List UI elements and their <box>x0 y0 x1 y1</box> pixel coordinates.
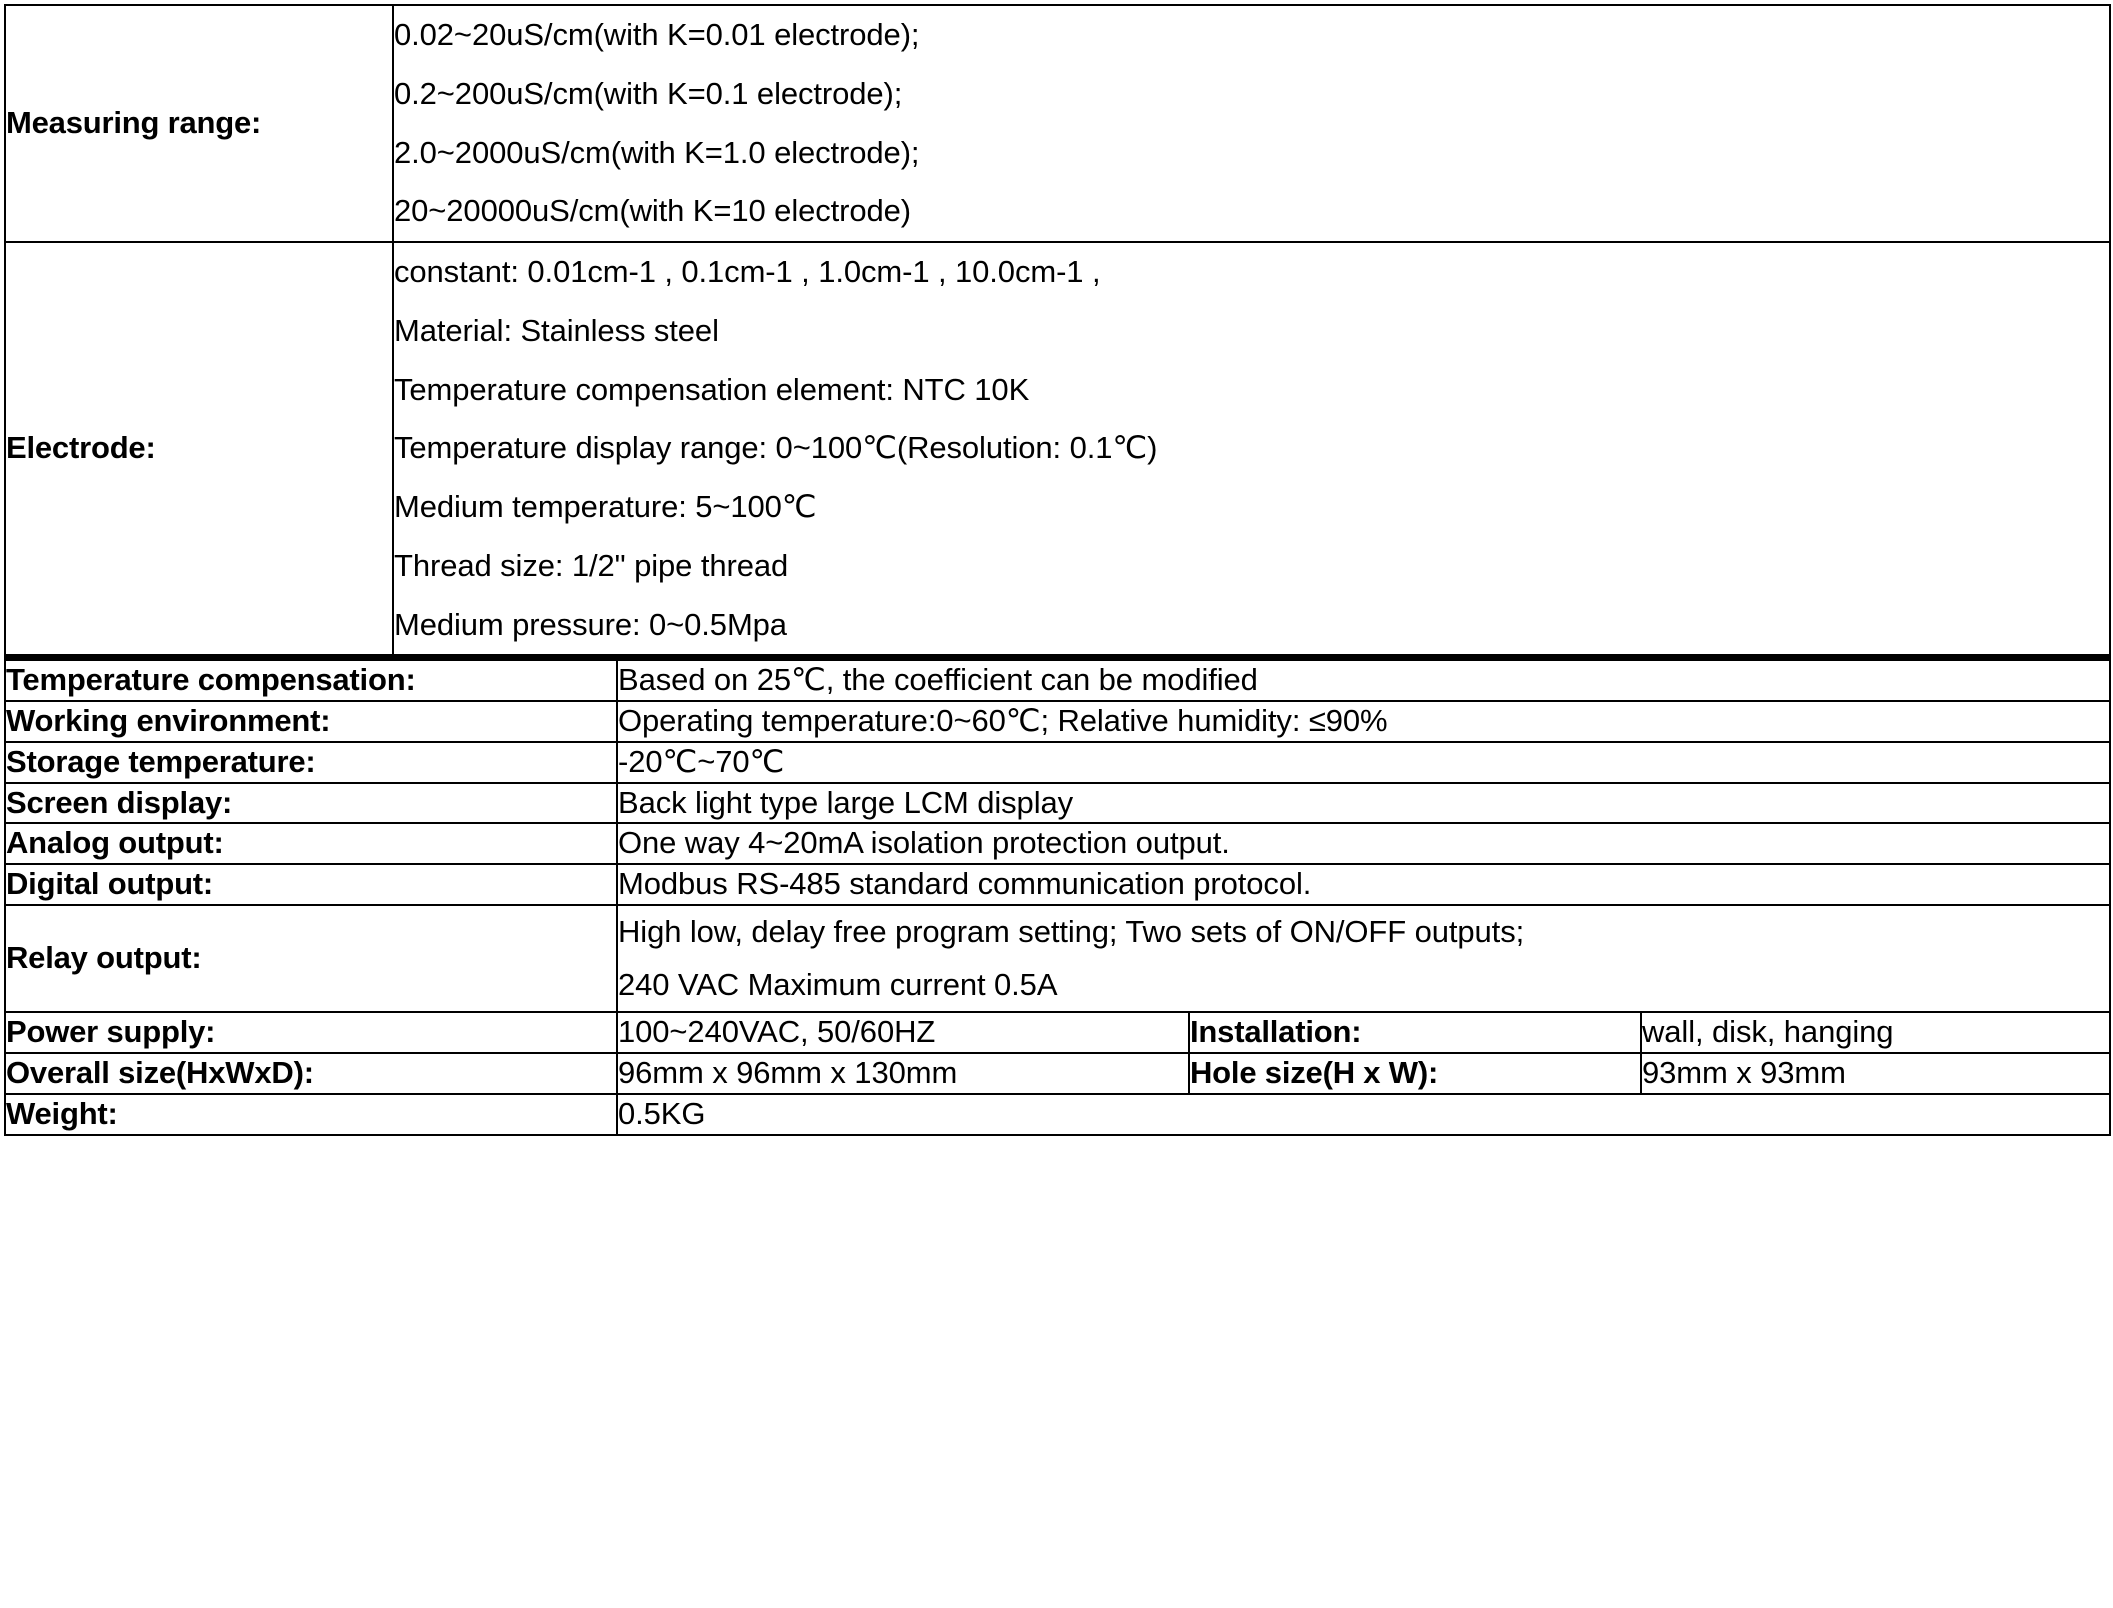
relay-output-line-2: 240 VAC Maximum current 0.5A <box>618 966 1058 1002</box>
table-row-screen-display <box>5 783 2110 824</box>
storage-temperature-value: -20℃~70℃ <box>617 742 2110 783</box>
table-row-digital-output <box>5 864 2110 905</box>
table-row-analog-output <box>5 823 2110 864</box>
screen-display-value: Back light type large LCM display <box>617 783 2110 824</box>
working-environment-value: Operating temperature:0~60℃; Relative humidity: ≤90% <box>617 701 2110 742</box>
overall-size-label: Overall size(HxWxD): <box>5 1053 617 1094</box>
table-row-weight <box>5 1094 2110 1135</box>
weight-value: 0.5KG <box>617 1094 2110 1135</box>
storage-temperature-label: Storage temperature: <box>5 742 617 783</box>
weight-label: Weight: <box>5 1094 617 1135</box>
electrode-line-6: Thread size: 1/2" pipe thread <box>394 547 789 583</box>
power-supply-label: Power supply: <box>5 1012 617 1053</box>
measuring-range-line-4: 20~20000uS/cm(with K=10 electrode) <box>394 193 912 229</box>
analog-output-value: One way 4~20mA isolation protection output. <box>617 823 2110 864</box>
electrode-line-2: Material: Stainless steel <box>394 312 719 348</box>
electrode-line-5: Medium temperature: 5~100℃ <box>394 489 817 524</box>
analog-output-label: Analog output: <box>5 823 617 864</box>
temperature-compensation-value: Based on 25℃, the coefficient can be modified <box>617 659 2110 701</box>
electrode-line-1: constant: 0.01cm-1 , 0.1cm-1 , 1.0cm-1 , 10.0cm-1 , <box>394 254 1101 289</box>
electrode-line-3: Temperature compensation element: NTC 10K <box>394 371 1030 407</box>
hole-size-label: Hole size(H x W): <box>1189 1053 1641 1094</box>
table-row-temperature-compensation <box>5 659 2110 701</box>
electrode-value <box>393 242 2110 655</box>
digital-output-label: Digital output: <box>5 864 617 905</box>
table-row-measuring-range <box>5 5 2110 242</box>
measuring-range-value <box>393 5 2110 242</box>
table-row-electrode <box>5 242 2110 655</box>
installation-label: Installation: <box>1189 1012 1641 1053</box>
screen-display-label: Screen display: <box>5 783 617 824</box>
temperature-compensation-label: Temperature compensation: <box>5 659 617 701</box>
spec-table-bottom-section <box>4 656 2111 1135</box>
overall-size-value: 96mm x 96mm x 130mm <box>617 1053 1189 1094</box>
relay-output-value <box>617 905 2110 1013</box>
digital-output-value: Modbus RS-485 standard communication protocol. <box>617 864 2110 905</box>
installation-value: wall, disk, hanging <box>1641 1012 2110 1053</box>
table-row-relay-output <box>5 905 2110 1013</box>
table-row-working-environment <box>5 701 2110 742</box>
measuring-range-label: Measuring range: <box>5 5 393 242</box>
measuring-range-line-1: 0.02~20uS/cm(with K=0.01 electrode); <box>394 17 920 52</box>
power-supply-value: 100~240VAC, 50/60HZ <box>617 1012 1189 1053</box>
electrode-label: Electrode: <box>5 242 393 655</box>
spec-table-top-section <box>4 4 2111 656</box>
electrode-line-7: Medium pressure: 0~0.5Mpa <box>394 606 787 642</box>
relay-output-label: Relay output: <box>5 905 617 1013</box>
table-row-storage-temperature <box>5 742 2110 783</box>
relay-output-line-1: High low, delay free program setting; Two sets of ON/OFF outputs; <box>618 913 1525 949</box>
working-environment-label: Working environment: <box>5 701 617 742</box>
electrode-line-4: Temperature display range: 0~100℃(Resolution: 0.1℃) <box>394 430 1158 466</box>
specification-sheet <box>0 4 2113 1608</box>
hole-size-value: 93mm x 93mm <box>1641 1053 2110 1094</box>
measuring-range-line-2: 0.2~200uS/cm(with K=0.1 electrode); <box>394 75 903 111</box>
table-row-overall-size <box>5 1053 2110 1094</box>
table-row-power-supply <box>5 1012 2110 1053</box>
measuring-range-line-3: 2.0~2000uS/cm(with K=1.0 electrode); <box>394 134 920 170</box>
